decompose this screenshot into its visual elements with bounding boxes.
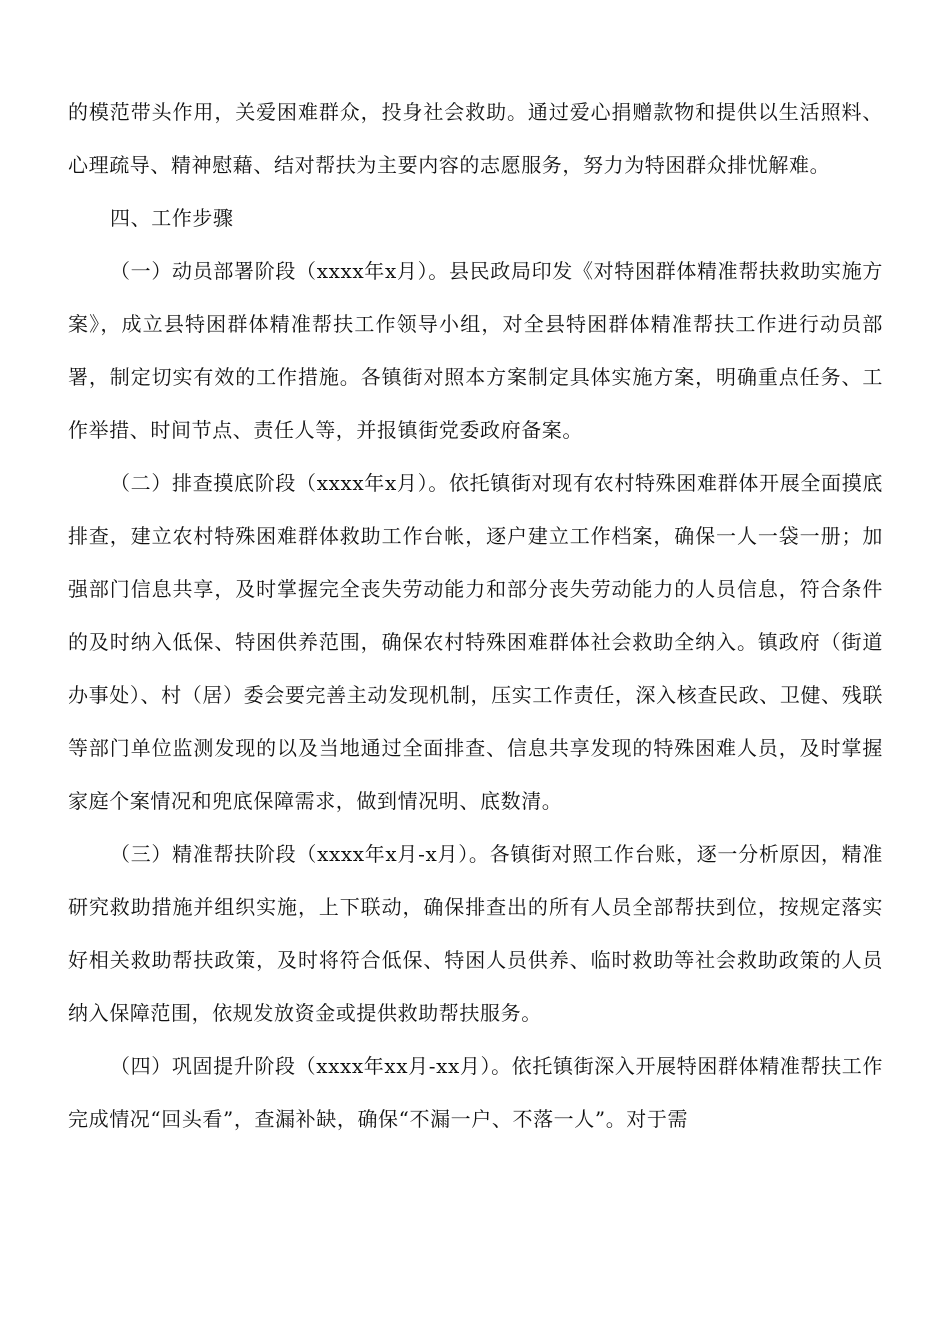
paragraph-step-1-mobilization: （一）动员部署阶段（xxxx年x月）。县民政局印发《对特困群体精准帮扶救助实施方案》，成立县特困群体精准帮扶工作领导小组，对全县特困群体精准帮扶工作进行动员部署，制定切实有效的工作措施。各镇街对照本方案制定具体实施方案，明确重点任务、工作举措、时间节点、责任人等，并报镇街党委政府备案。 — [68, 259, 883, 442]
section-heading-work-steps: 四、工作步骤 — [110, 206, 234, 230]
document-page — [68, 86, 883, 1146]
paragraph-step-4-consolidation: （四）巩固提升阶段（xxxx年xx月-xx月）。依托镇街深入开展特困群体精准帮扶工作完成情况“回头看”，查漏补缺，确保“不漏一户、不落一人”。对于需 — [68, 1054, 883, 1131]
paragraph-step-3-targeted-assistance: （三）精准帮扶阶段（xxxx年x月-x月）。各镇街对照工作台账，逐一分析原因，精准研究救助措施并组织实施，上下联动，确保排查出的所有人员全部帮扶到位，按规定落实好相关救助帮扶政策，及时将符合低保、特困人员供养、临时救助等社会救助政策的人员纳入保障范围，依规发放资金或提供救助帮扶服务。 — [68, 842, 883, 1025]
paragraph-continuation: 的模范带头作用，关爱困难群众，投身社会救助。通过爱心捐赠款物和提供以生活照料、心理疏导、精神慰藉、结对帮扶为主要内容的志愿服务，努力为特困群众排忧解难。 — [68, 100, 883, 177]
paragraph-step-2-survey: （二）排查摸底阶段（xxxx年x月）。依托镇街对现有农村特殊困难群体开展全面摸底排查，建立农村特殊困难群体救助工作台帐，逐户建立工作档案，确保一人一袋一册；加强部门信息共享，及时掌握完全丧失劳动能力和部分丧失劳动能力的人员信息，符合条件的及时纳入低保、特困供养范围，确保农村特殊困难群体社会救助全纳入。镇政府（街道办事处）、村（居）委会要完善主动发现机制，压实工作责任，深入核查民政、卫健、残联等部门单位监测发现的以及当地通过全面排查、信息共享发现的特殊困难人员，及时掌握家庭个案情况和兜底保障需求，做到情况明、底数清。 — [68, 471, 883, 813]
